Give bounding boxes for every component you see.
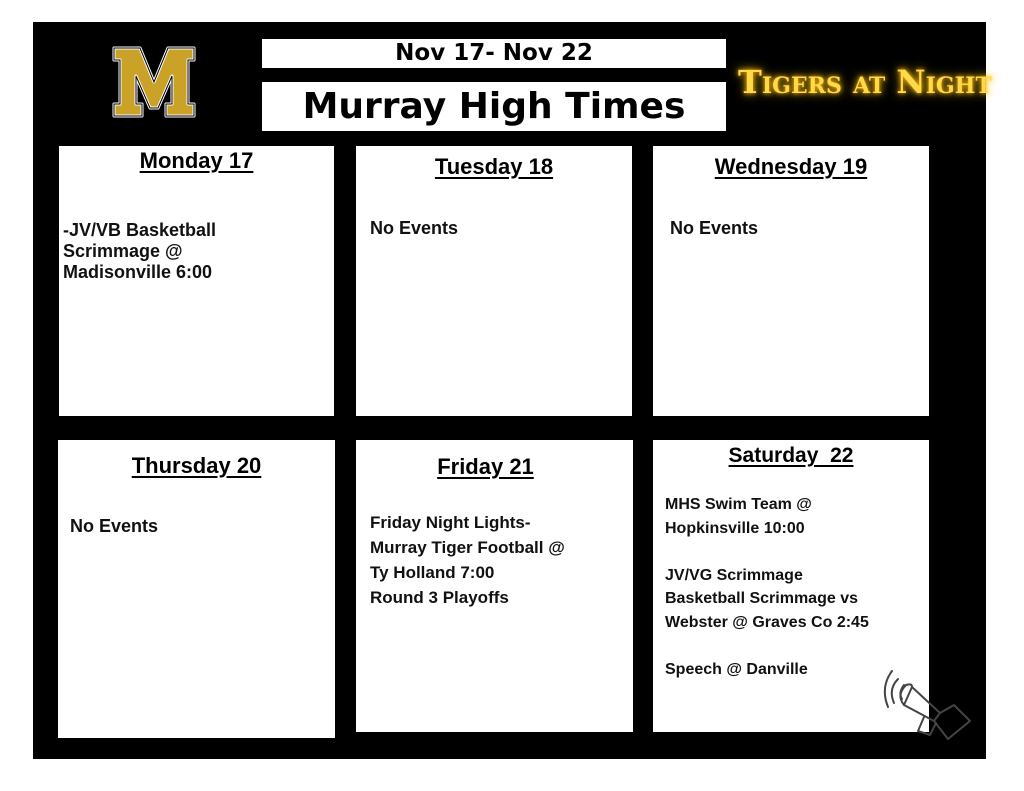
day-events: No Events [370,218,459,238]
day-heading: Thursday 20 [131,453,262,478]
day-events: -JV/VB Basketball Scrimmage @ Madisonville 6:00 [63,220,217,282]
day-heading: Tuesday 18 [434,154,554,179]
day-heading: Friday 21 [437,454,534,479]
date-range: Nov 17- Nov 22 [262,39,726,68]
megaphone-icon [882,665,980,745]
day-heading: Monday 17 [139,148,254,173]
day-card-thursday [58,440,335,738]
day-card-tuesday [356,146,632,416]
day-events: No Events [70,516,159,536]
day-heading: Wednesday 19 [714,154,868,179]
day-events: MHS Swim Team @ Hopkinsville 10:00 JV/VG Scrimmage Basketball Scrimmage vs Webster @ Graves Co 2:45 Speech @ Danville [665,496,869,678]
day-card-monday [59,146,334,416]
day-events: Friday Night Lights- Murray Tiger Football @ Ty Holland 7:00 Round 3 Playoffs [370,513,565,607]
day-heading: Saturday 22 [728,444,854,467]
school-logo [110,42,198,122]
day-card-wednesday [653,146,929,416]
day-events: No Events [670,218,759,238]
page-title: Murray High Times [262,82,726,131]
tagline: Tigers at Night [738,63,992,101]
day-card-friday [356,440,633,732]
